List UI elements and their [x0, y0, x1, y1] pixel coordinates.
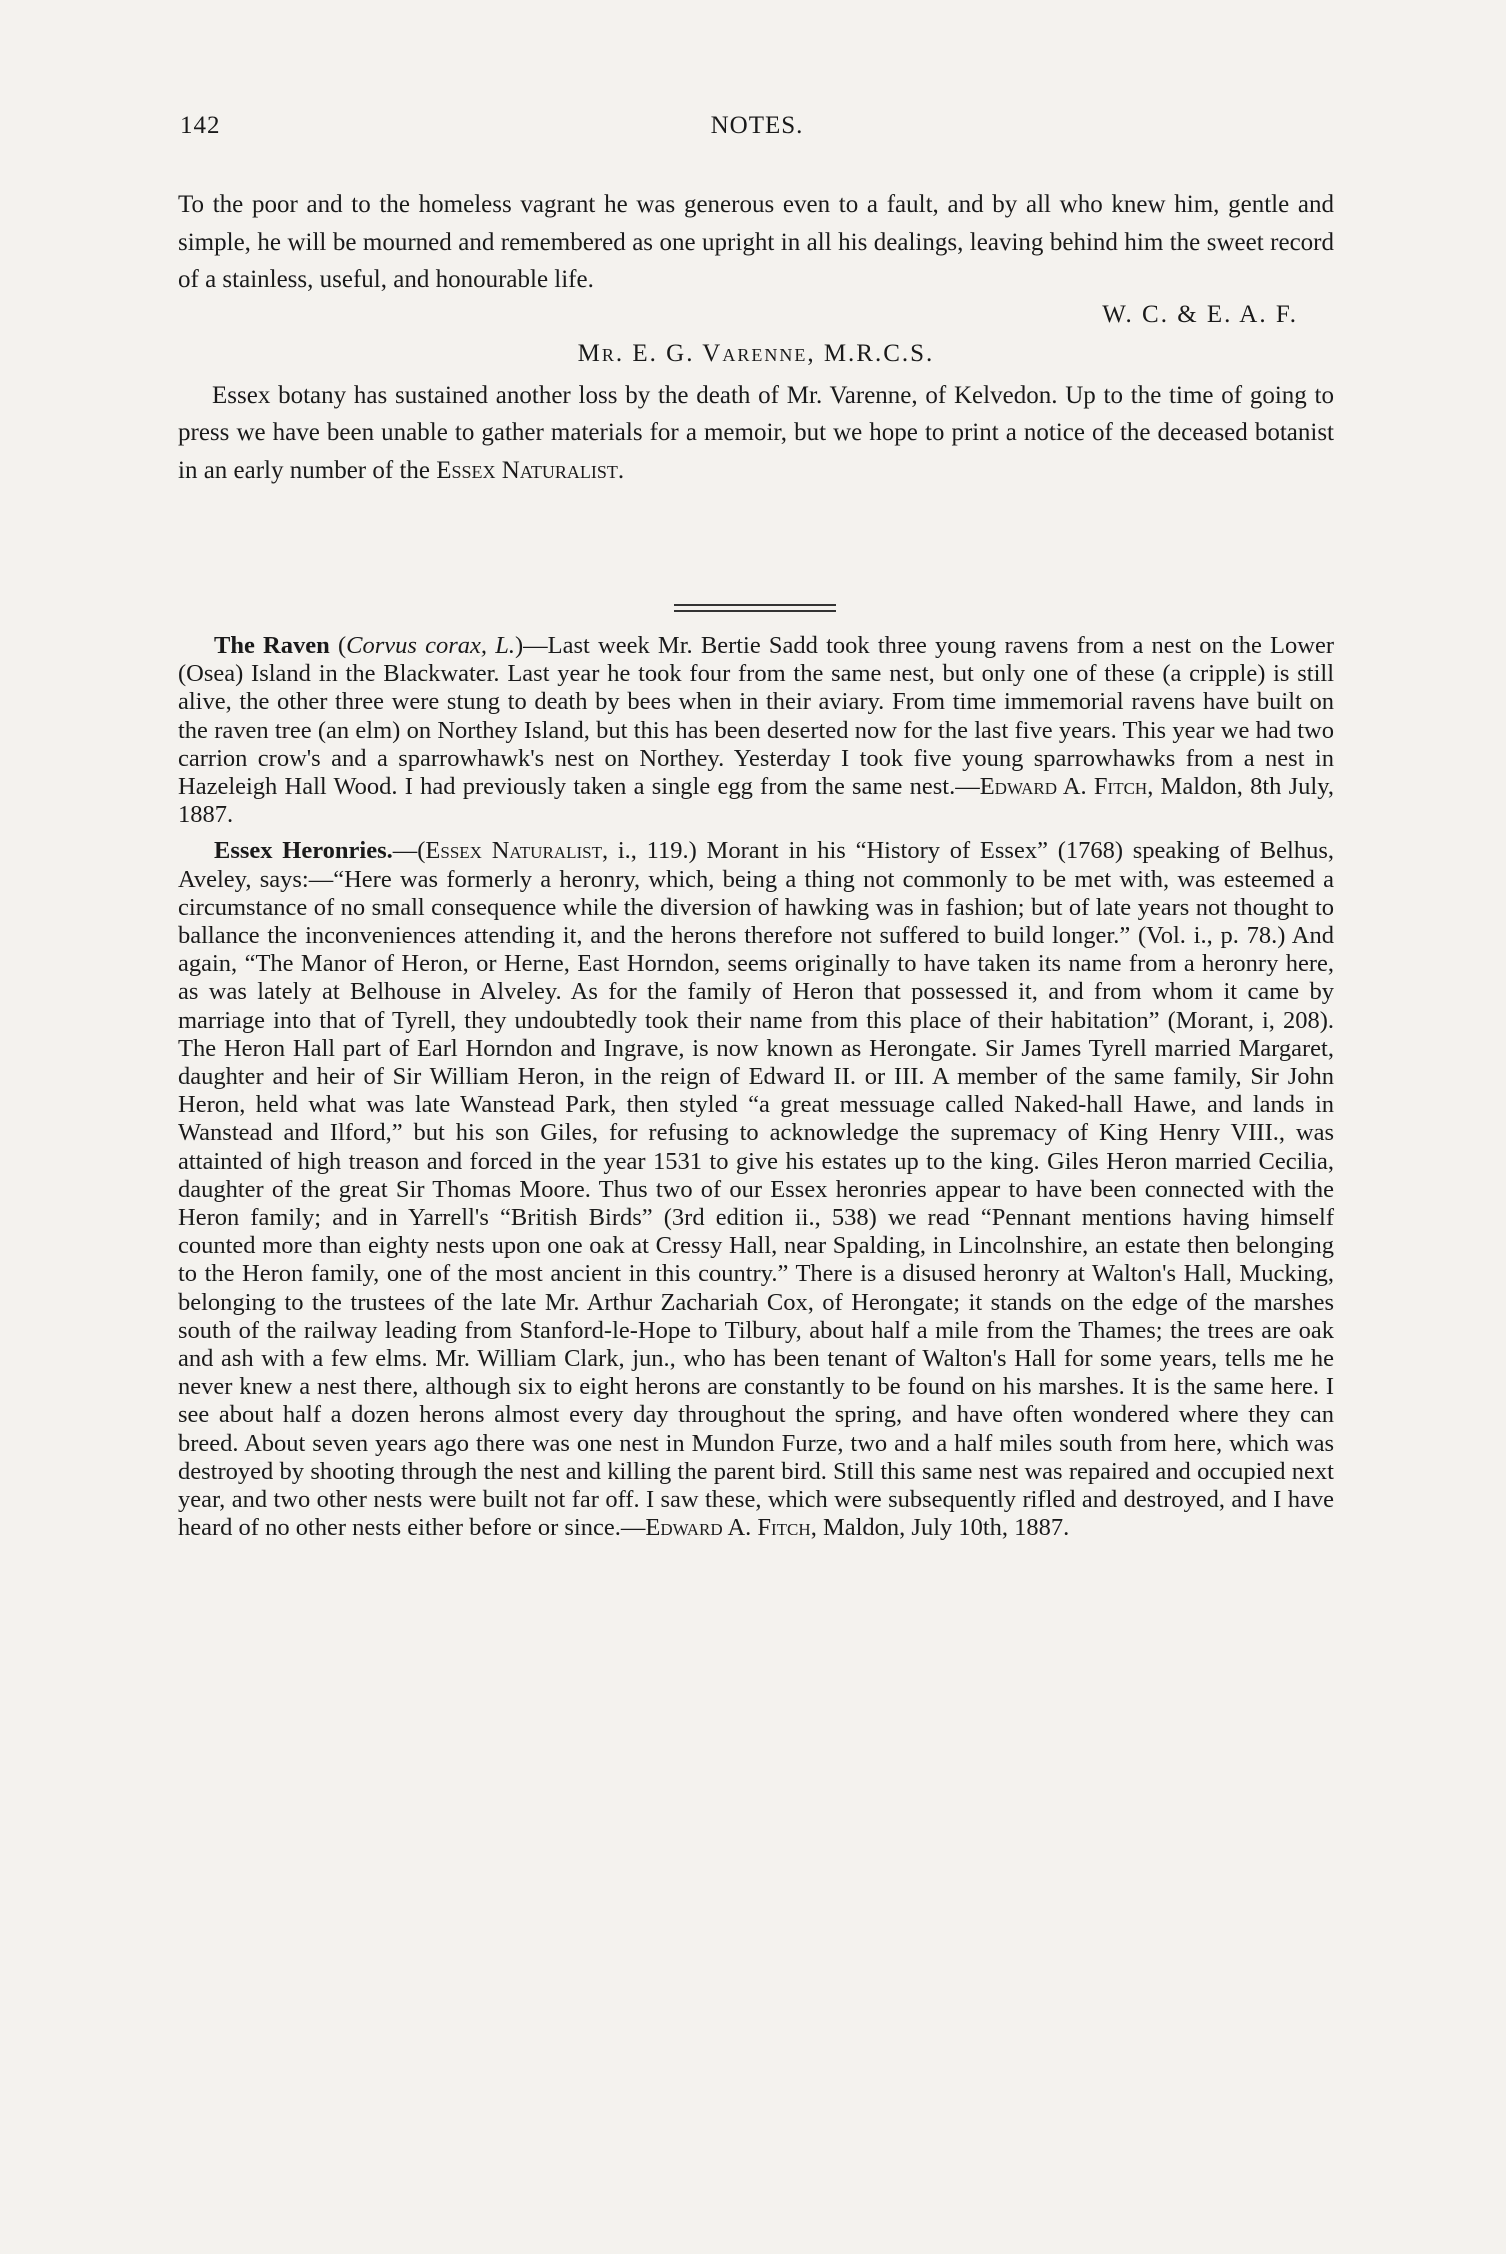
journal-name: Essex Naturalist — [436, 456, 618, 484]
note-heronries-text: Morant in his “History of Essex” (1768) speaking of Belhus, Aveley, says:—“Here was formerly a heronry, which, being a thing not commonly to be met with, was esteemed a circumstance of no small consequence while the diversion of hawking was in fashion; but of late years not thought to ballance the inconveniences attending it, and the herons therefore not suffered to build longer.” (Vol. i., p. 78.) And again, “The Manor of Heron, or Herne, East Horndon, seems originally to have taken its name from a heronry here, as was lately at Belhouse in Alveley. As for the family of Heron that possessed it, and from whom it came by marriage into that of Tyrell, they undoubtedly took their name from this place of their habitation” (Morant, i, 208). The Heron Hall part of Earl Horndon and Ingrave, is now known as Herongate. Sir James Tyrell married Margaret, daughter and heir of Sir William Heron, in the reign of Edward II. or III. A member of the same family, Sir John Heron, held what was late Wanstead Park, then styled “a great messuage called Naked-hall Hawe, and lands in Wanstead and Ilford,” but his son Giles, for refusing to acknowledge the supremacy of King Henry VIII., was attainted of high treason and forced in the year 1531 to give his estates up to the king. Giles Heron married Cecilia, daughter of the great Sir Thomas Moore. Thus two of our Essex heronries appear to have been connected with the Heron family; and in Yarrell's “British Birds” (3rd edition ii., 538) we read “Pennant mentions having himself counted more than eighty nests upon one oak at Cressy Hall, near Spalding, in Lincolnshire, an estate then belonging to the Heron family, one of the most ancient in this country.” There is a disused heronry at Walton's Hall, Mucking, belonging to the trustees of the late Mr. Arthur Zachariah Cox, of Herongate; it stands on the edge of the marshes south of the railway leading from Stanford-le-Hope to Tilbury, about half a mile from the Thames; the trees are oak and ash with a few elms. Mr. William Clark, jun., who has been tenant of Walton's Hall for some years, tells me he never knew a nest there, although six to eight herons are constantly to be found on his marshes. It is the same here. I see about half a dozen herons almost every day throughout the spring, and have often wondered where they can breed. About seven years ago there was one nest in Mundon Furze, two and a half miles south from here, which was destroyed by shooting through the nest and killing the parent bird. Still this same nest was repaired and occupied next year, and two other nests were built not far off. I saw these, which were subsequently rifled and destroyed, and I have heard of no other nests either before or since.— — [178, 837, 1334, 1542]
note-raven-title: The Raven — [214, 632, 330, 659]
section-divider — [674, 604, 836, 613]
running-head: NOTES. — [710, 112, 804, 139]
notes-section — [178, 632, 1334, 1551]
note-heronries-title: Essex Heronries. — [214, 837, 393, 865]
obituary-signature: W. C. & E. A. F. — [1102, 300, 1298, 328]
divider-line-top — [674, 604, 836, 606]
note-heronries-ref-open: —( — [392, 837, 426, 865]
page-header — [180, 112, 1334, 152]
obituary-varenne-text: Essex botany has sustained another loss by the death of Mr. Varenne, of Kelvedon. Up to the time of going to press we have been unable to gather materials for a memoir, but we hope to print a notice of the deceased botanist in an early number of the — [178, 381, 1334, 484]
obituary-section — [178, 186, 1334, 489]
obituary-varenne-title: Mr. E. G. Varenne, M.R.C.S. — [577, 340, 935, 367]
note-raven-species-close: ) — [514, 632, 524, 659]
note-heronries — [178, 837, 1334, 1542]
divider-line-bottom — [674, 610, 836, 612]
note-raven — [178, 632, 1334, 829]
note-heronries-ref-journal: Essex Naturalist — [425, 837, 602, 865]
page-number: 142 — [180, 112, 221, 139]
note-raven-text: —Last week Mr. Bertie Sadd took three young ravens from a nest on the Lower (Osea) Island in the Blackwater. Last year he took four from the same nest, but only one of these (a cripple) is still alive, the other three were stung to death by bees when in their aviary. From time immemorial ravens have built on the raven tree (an elm) on Northey Island, but this has been deserted now for the last five years. This year we had two carrion crow's and a sparrowhawk's nest on Northey. Yesterday I took five young sparrowhawks from a nest in Hazeleigh Hall Wood. I had previously taken a single egg from the same nest.— — [178, 632, 1334, 801]
obituary-varenne-paragraph — [178, 377, 1334, 490]
obituary-end-paragraph: To the poor and to the homeless vagrant he was generous even to a fault, and by all who knew him, gentle and simple, he will be mourned and remembered as one upright in all his dealings, leaving behind him the sweet record of a stainless, useful, and honourable life. — [178, 191, 1334, 293]
note-raven-species: Corvus corax, L. — [346, 632, 515, 659]
obituary-varenne-end: . — [617, 456, 625, 484]
note-raven-author: Edward A. Fitch — [979, 773, 1148, 801]
note-heronries-author: Edward A. Fitch — [645, 1514, 811, 1542]
note-heronries-dateline: , Maldon, July 10th, 1887. — [810, 1514, 1070, 1542]
note-raven-species-open: ( — [329, 632, 347, 659]
note-heronries-ref-rest: , i., 119.) — [601, 837, 697, 865]
note-raven-dateline: , Maldon, 8th July, 1887. — [178, 773, 1335, 829]
